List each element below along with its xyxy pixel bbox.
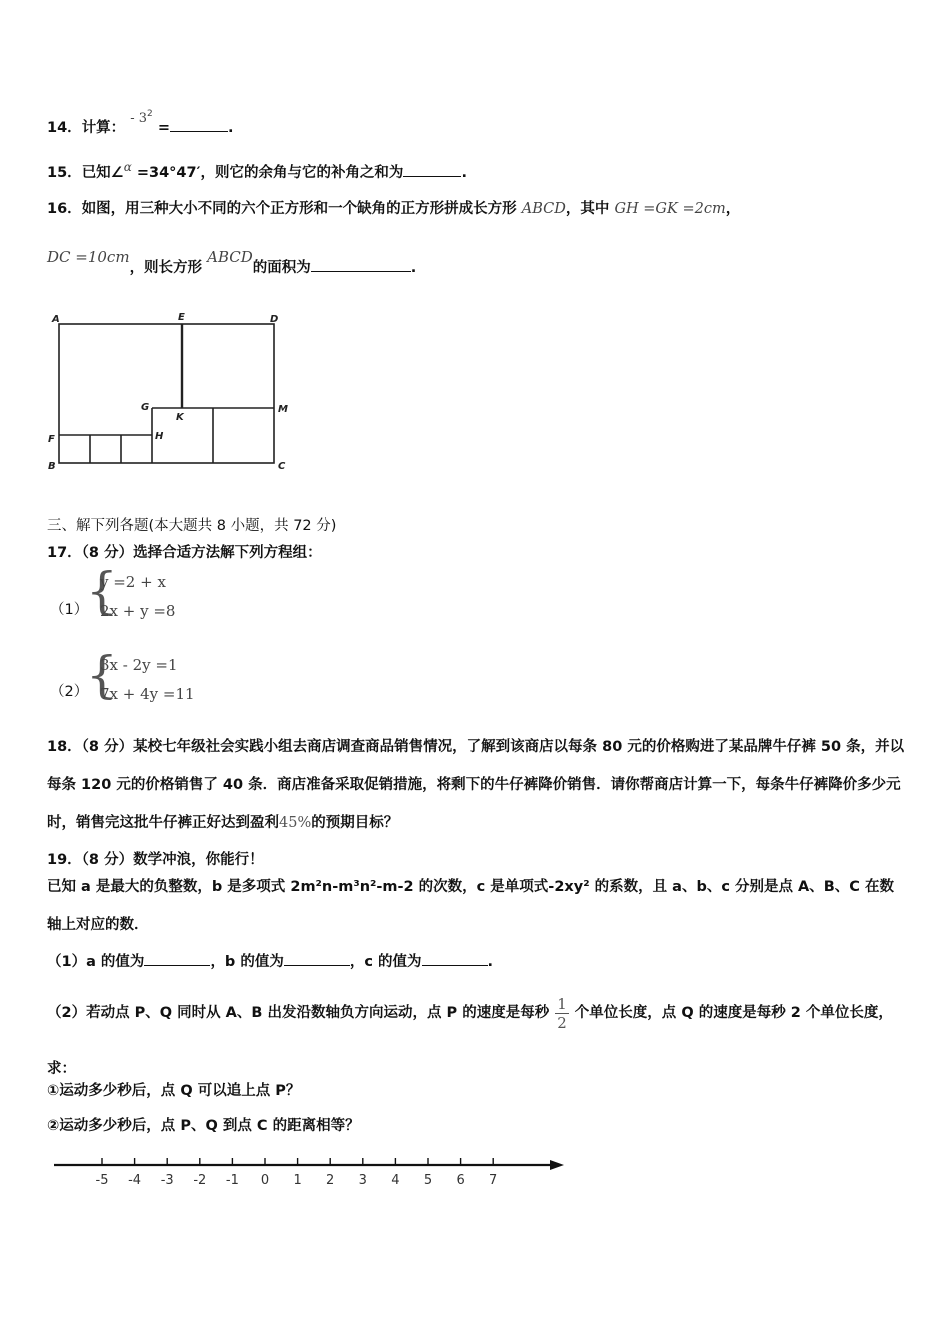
q19-header: 19．（8 分）数学冲浪，你能行！ bbox=[47, 852, 264, 868]
number-line-label: -2 bbox=[193, 1173, 207, 1188]
q19-a-blank bbox=[144, 965, 210, 966]
q19-p2-fraction bbox=[555, 995, 569, 1032]
q19-s1: ①运动多少秒后，点 Q 可以追上点 P？ bbox=[47, 1083, 301, 1099]
q15-number: 15． bbox=[47, 165, 82, 181]
q18-text: 18．（8 分）某校七年级社会实践小组去商店调查商品销售情况，了解到该商店以每条 80 元的价格购进了某品牌牛仔裤 50 条，并以每条 120 元的价格销售了 40 条．商店准备采取促销措施，将剩下的牛仔裤降价销售．请你帮商店计算一下，每条牛仔裤降价多少元时，销售完这批牛仔裤正好达到盈利 bbox=[47, 739, 905, 831]
number-line-label: 7 bbox=[489, 1173, 498, 1188]
q19-p2-num: 1 bbox=[557, 994, 567, 1013]
q19-p2-pre: （2）若动点 P、Q 同时从 A、B 出发沿数轴负方向运动，点 P 的速度是每秒 bbox=[47, 1005, 550, 1021]
q16-text3: ，则长方形 bbox=[129, 260, 203, 276]
label-c: C bbox=[278, 461, 286, 472]
label-e: E bbox=[178, 312, 185, 323]
q18-text-end: 的预期目标？ bbox=[311, 815, 399, 831]
q19-p1-a: a 的值为 bbox=[86, 954, 145, 970]
q16-dc: DC =10cm bbox=[47, 248, 130, 266]
q17-p2-label: （2） bbox=[50, 684, 89, 700]
number-line-label: 6 bbox=[456, 1173, 465, 1188]
number-line-label: -4 bbox=[128, 1173, 142, 1188]
q14-answer-blank bbox=[170, 131, 228, 132]
q19-p1 bbox=[47, 950, 493, 971]
q14-exp: 2 bbox=[147, 109, 153, 120]
number-line-label: 3 bbox=[358, 1173, 367, 1188]
q16-rectangle-figure bbox=[40, 306, 300, 476]
q16-comma: ， bbox=[725, 201, 741, 217]
section3-title: 三、解下列各题(本大题共 8 小题，共 72 分) bbox=[47, 518, 337, 534]
q17-p1-eq2: 2x + y =8 bbox=[100, 602, 176, 620]
q15 bbox=[47, 161, 467, 182]
q14-expr: - 3 bbox=[130, 111, 148, 126]
q18-percent: 45% bbox=[279, 815, 312, 831]
q17-p1-eq1: y =2 + x bbox=[100, 573, 166, 591]
q19-p2-den: 2 bbox=[557, 1013, 567, 1032]
q15-alpha: α bbox=[123, 160, 132, 174]
q16-number: 16． bbox=[47, 201, 82, 217]
number-line bbox=[50, 1152, 570, 1192]
label-a: A bbox=[52, 314, 60, 325]
number-line-label: -5 bbox=[95, 1173, 109, 1188]
q16-text2: ，其中 bbox=[565, 201, 610, 217]
q16-gh-gk: GH =GK =2cm bbox=[614, 201, 726, 217]
label-g: G bbox=[141, 402, 150, 413]
q16-abcd: ABCD bbox=[521, 201, 566, 217]
q14-eq: = bbox=[157, 120, 170, 136]
q17-p2-eq2: 7x + 4y =11 bbox=[100, 685, 195, 703]
number-line-label: 5 bbox=[423, 1173, 433, 1188]
q19-p1-c: ，c 的值为 bbox=[349, 954, 422, 970]
number-line-label: -1 bbox=[225, 1173, 239, 1188]
q17-header: 17．（8 分）选择合适方法解下列方程组： bbox=[47, 545, 322, 561]
rect-abcd bbox=[59, 324, 274, 463]
q19-c-blank bbox=[422, 965, 488, 966]
number-line-label: 2 bbox=[326, 1173, 335, 1188]
q17-p1-label: （1） bbox=[50, 602, 89, 618]
q19-s2: ②运动多少秒后，点 P、Q 到点 C 的距离相等？ bbox=[47, 1118, 360, 1134]
q15-text: =34°47′，则它的余角与它的补角之和为 bbox=[136, 165, 404, 181]
q19-p1-b: ，b 的值为 bbox=[210, 954, 284, 970]
number-line-label: 4 bbox=[391, 1173, 400, 1188]
number-line-label: 1 bbox=[293, 1173, 302, 1188]
q16-text4: 的面积为 bbox=[252, 260, 311, 276]
q14 bbox=[47, 109, 234, 137]
q15-answer-blank bbox=[403, 176, 461, 177]
label-f: F bbox=[48, 434, 55, 445]
q19-p1-end: . bbox=[487, 954, 494, 970]
q16-answer-blank bbox=[311, 271, 411, 272]
number-line-arrow bbox=[550, 1160, 564, 1170]
number-line-label: 0 bbox=[260, 1173, 270, 1188]
q19-intro: 已知 a 是最大的负整数，b 是多项式 2m²n-m³n²-m-2 的次数，c 是单项式-2xy² 的系数，且 a、b、c 分别是点 A、B、C 在数轴上对应的数． bbox=[47, 879, 894, 933]
q14-number: 14． bbox=[47, 120, 82, 136]
label-d: D bbox=[270, 314, 279, 325]
q18 bbox=[47, 728, 907, 842]
q16-abcd-2: ABCD bbox=[207, 248, 253, 266]
label-b: B bbox=[48, 461, 56, 472]
q15-pre: 已知∠ bbox=[81, 165, 124, 181]
q17-p1-brace: { bbox=[86, 562, 118, 620]
q14-label: 计算： bbox=[81, 120, 126, 136]
q16-end: . bbox=[410, 260, 417, 276]
number-line-label: -3 bbox=[160, 1173, 174, 1188]
q17-p2-brace: { bbox=[86, 646, 118, 704]
label-h: H bbox=[155, 431, 164, 442]
q17-p2-eq1: 3x - 2y =1 bbox=[100, 656, 178, 674]
q19-p2-post: 个单位长度，点 Q 的速度是每秒 2 个单位长度，求： bbox=[47, 1005, 893, 1077]
label-m: M bbox=[278, 404, 288, 415]
q19-p1-label: （1） bbox=[47, 954, 87, 970]
q15-end: . bbox=[461, 165, 467, 181]
q16-line1 bbox=[47, 197, 740, 218]
q19-b-blank bbox=[284, 965, 350, 966]
q16-line2 bbox=[47, 246, 417, 276]
q14-end: . bbox=[228, 120, 234, 136]
q16-text1: 如图，用三种大小不同的六个正方形和一个缺角的正方形拼成长方形 bbox=[81, 201, 517, 217]
label-k: K bbox=[176, 412, 184, 423]
